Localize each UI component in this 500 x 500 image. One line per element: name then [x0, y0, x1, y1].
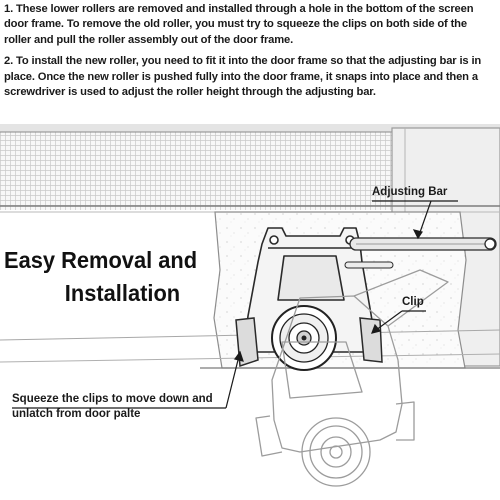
headline-line-1: Easy Removal and — [4, 247, 198, 273]
instruction-step-2: 2. To install the new roller, you need to fit it into the door frame so that the adjusting bar is in place. Once the new roller is pushed fully into the door frame, it snaps into place and then a screwdriver is used to adjust the roller height through the adjusting bar. — [4, 55, 482, 99]
instruction-step-1: 1. These lower rollers are removed and installed through a hole in the bottom of the screen door frame. To remove the old roller, you must try to squeeze the clips on both side of the roller and pull the roller assembly out of the door frame. — [4, 3, 474, 46]
clip-right — [360, 318, 382, 362]
callout-squeeze-clips: Squeeze the clips to move down and unlatch from door palte — [12, 393, 213, 420]
callout-clip: Clip — [402, 296, 424, 308]
headline — [4, 244, 199, 310]
roller-wheel — [272, 306, 336, 370]
headline-line-2: Installation — [64, 280, 181, 306]
callout-adjusting-bar: Adjusting Bar — [372, 186, 448, 198]
